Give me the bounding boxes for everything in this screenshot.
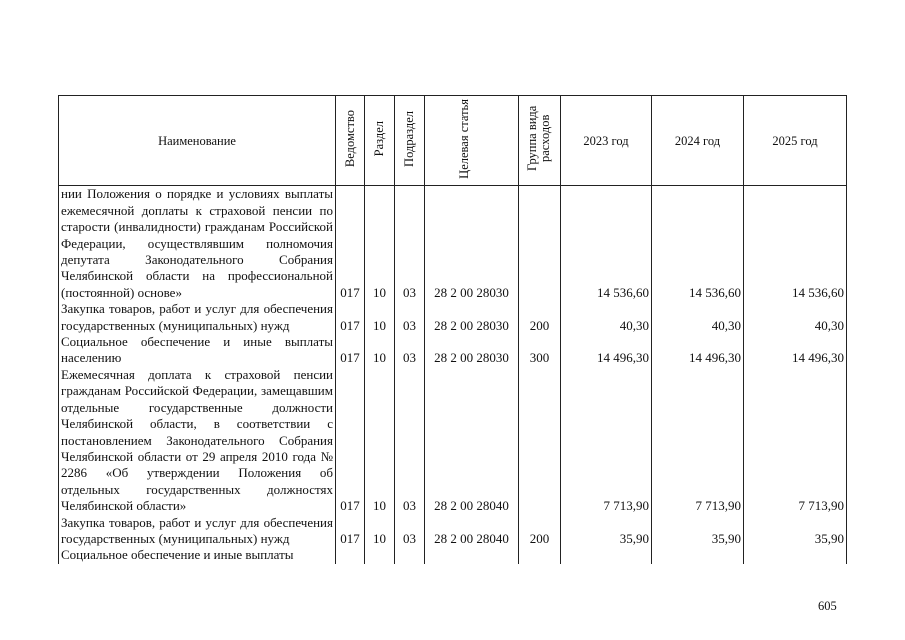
header-2023: 2023 год	[561, 96, 652, 186]
row-section: 10	[365, 301, 395, 334]
header-section: Раздел	[365, 96, 395, 186]
row-subsection	[395, 547, 425, 563]
row-group	[519, 367, 561, 515]
row-target: 28 2 00 28030	[425, 334, 519, 367]
row-2023	[561, 547, 652, 563]
row-subsection: 03	[395, 367, 425, 515]
row-name: Закупка товаров, работ и услуг для обеспечения государственных (муниципальных) нужд	[59, 301, 336, 334]
row-2025: 40,30	[744, 301, 847, 334]
row-section: 10	[365, 515, 395, 548]
table-row	[59, 547, 847, 563]
header-group: Группа вида расходов	[519, 96, 561, 186]
row-subsection: 03	[395, 515, 425, 548]
header-subsection: Подраздел	[395, 96, 425, 186]
row-2023: 7 713,90	[561, 367, 652, 515]
row-2024: 40,30	[652, 301, 744, 334]
row-2023: 40,30	[561, 301, 652, 334]
row-2024: 35,90	[652, 515, 744, 548]
header-dept: Ведомство	[336, 96, 365, 186]
row-dept: 017	[336, 334, 365, 367]
row-2025: 14 496,30	[744, 334, 847, 367]
row-2025: 7 713,90	[744, 367, 847, 515]
row-2023: 14 536,60	[561, 186, 652, 301]
row-subsection: 03	[395, 301, 425, 334]
row-2025: 35,90	[744, 515, 847, 548]
table-row	[59, 367, 847, 515]
row-2023: 14 496,30	[561, 334, 652, 367]
table-row	[59, 301, 847, 334]
row-group: 300	[519, 334, 561, 367]
row-dept: 017	[336, 186, 365, 301]
row-2024: 14 496,30	[652, 334, 744, 367]
row-section: 10	[365, 334, 395, 367]
row-section: 10	[365, 367, 395, 515]
row-dept: 017	[336, 301, 365, 334]
header-2025: 2025 год	[744, 96, 847, 186]
row-target: 28 2 00 28040	[425, 515, 519, 548]
row-2025: 14 536,60	[744, 186, 847, 301]
row-name: нии Положения о порядке и условиях выплаты ежемесячной доплаты к страховой пенсии по старости (инвалидности) гражданам Российской Федерации, осуществлявшим полномочия депутата Законодательного Собрания Челябинской области на профессиональной (постоянной) основе»	[59, 186, 336, 301]
row-2024: 7 713,90	[652, 367, 744, 515]
header-2024: 2024 год	[652, 96, 744, 186]
row-target	[425, 547, 519, 563]
row-target: 28 2 00 28030	[425, 186, 519, 301]
row-name: Закупка товаров, работ и услуг для обеспечения государственных (муниципальных) нужд	[59, 515, 336, 548]
row-group	[519, 547, 561, 563]
row-dept	[336, 547, 365, 563]
row-name: Социальное обеспечение и иные выплаты	[59, 547, 336, 563]
row-2023: 35,90	[561, 515, 652, 548]
row-dept: 017	[336, 515, 365, 548]
row-subsection: 03	[395, 186, 425, 301]
header-row	[59, 96, 847, 186]
row-name: Социальное обеспечение и иные выплаты населению	[59, 334, 336, 367]
row-target: 28 2 00 28030	[425, 301, 519, 334]
table-row	[59, 334, 847, 367]
row-group: 200	[519, 515, 561, 548]
row-2024	[652, 547, 744, 563]
row-group: 200	[519, 301, 561, 334]
header-name: Наименование	[59, 96, 336, 186]
row-target: 28 2 00 28040	[425, 367, 519, 515]
row-2025	[744, 547, 847, 563]
header-target: Целевая статья	[425, 96, 519, 186]
table-row	[59, 515, 847, 548]
row-group	[519, 186, 561, 301]
row-section	[365, 547, 395, 563]
row-subsection: 03	[395, 334, 425, 367]
table-row	[59, 186, 847, 301]
budget-table	[58, 95, 847, 564]
row-section: 10	[365, 186, 395, 301]
row-dept: 017	[336, 367, 365, 515]
row-2024: 14 536,60	[652, 186, 744, 301]
row-name: Ежемесячная доплата к страховой пенсии гражданам Российской Федерации, замещавшим отдельные государственные должности Челябинской области, в соответствии с постановлением Законодательного Собрания Челябинской области от 29 апреля 2010 года № 2286 «Об утверждении Положения об отдельных государственных должностях Челябинской области»	[59, 367, 336, 515]
page-number: 605	[818, 599, 837, 613]
